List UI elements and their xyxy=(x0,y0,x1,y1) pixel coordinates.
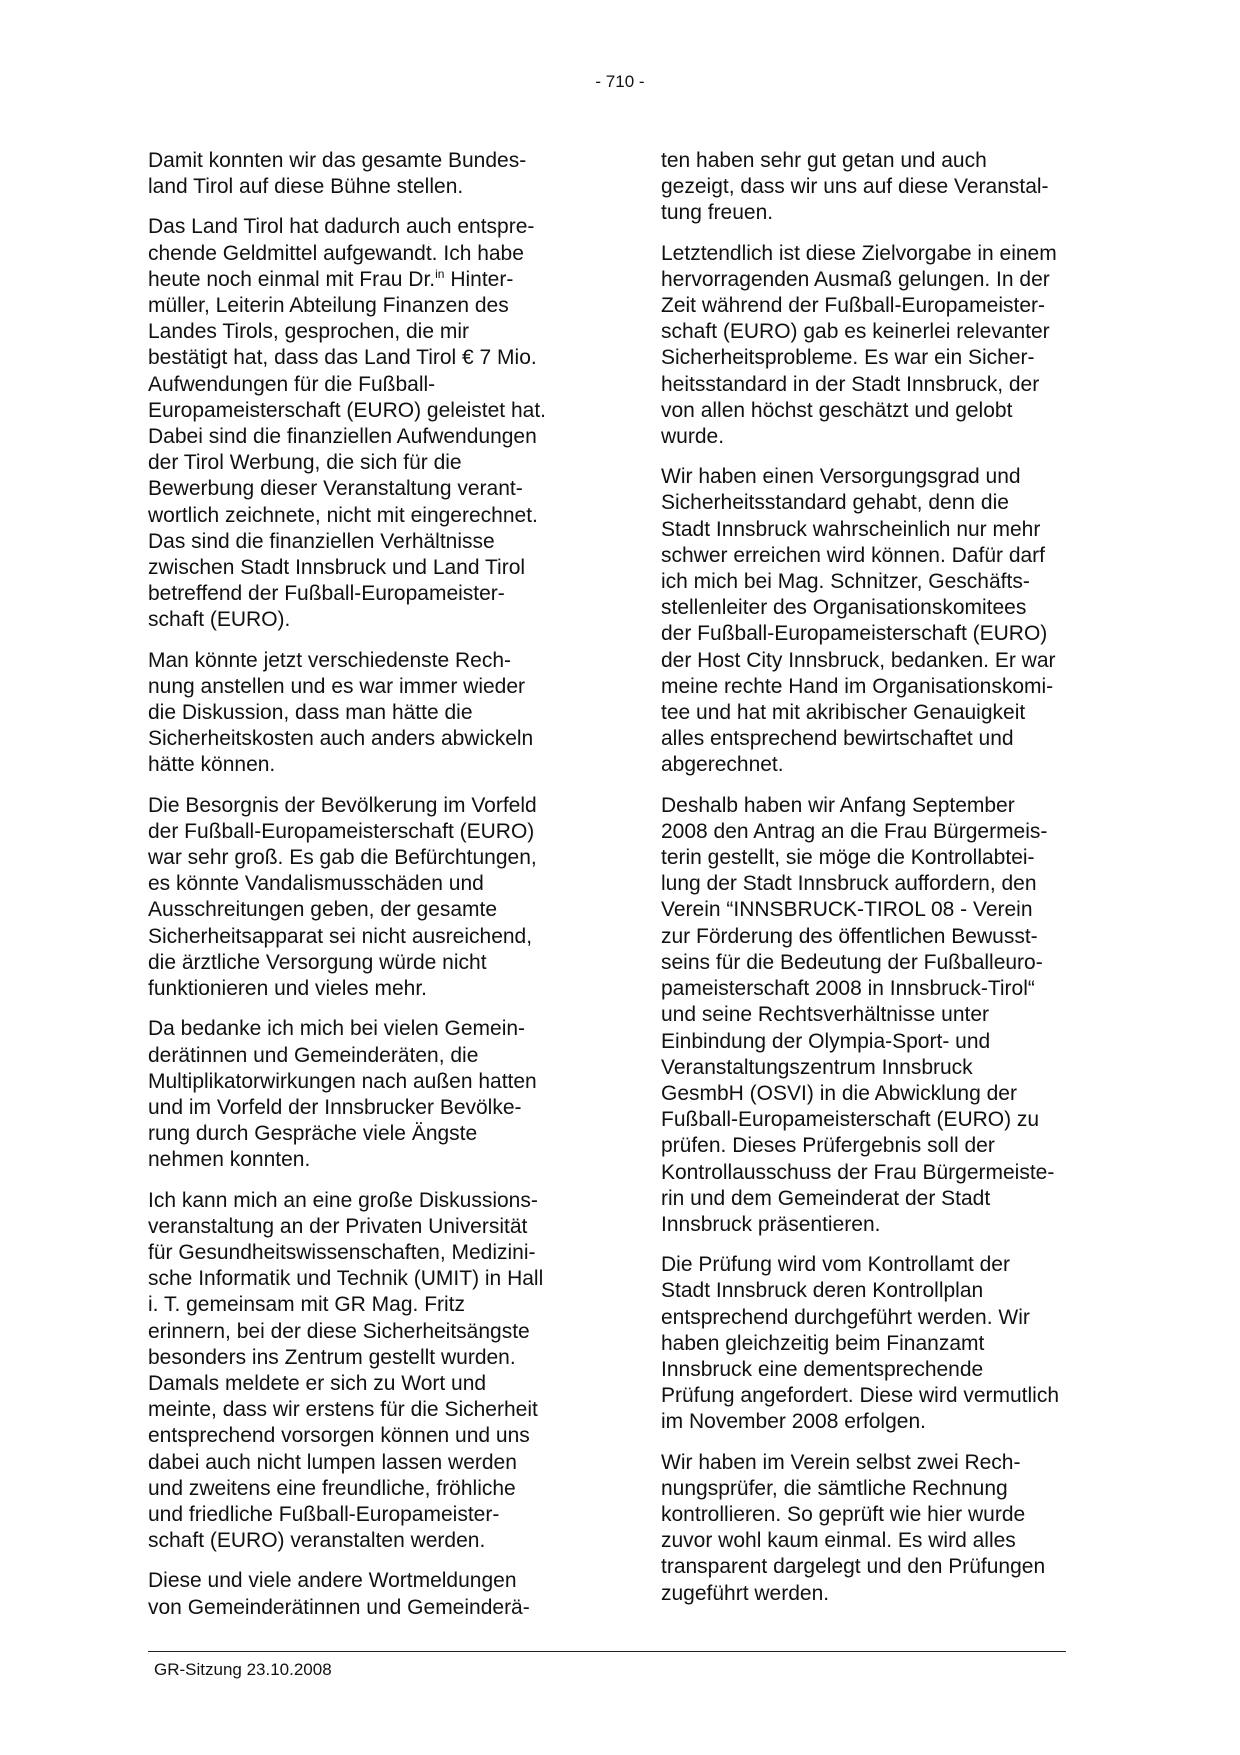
text-line: Das sind die finanziellen Verhältnisse xyxy=(148,529,495,553)
text-line: funktionieren und vieles mehr. xyxy=(148,977,427,1001)
text-line: entsprechend durchgeführt werden. Wir xyxy=(661,1305,1030,1329)
text-line: von allen höchst geschätzt und gelobt xyxy=(661,398,1013,422)
text-line: Innsbruck präsentieren. xyxy=(661,1212,881,1236)
text-line: der Fußball-Europameisterschaft (EURO) xyxy=(661,622,1048,646)
text-line: Europameisterschaft (EURO) geleistet hat. xyxy=(148,398,546,422)
text-line: chende Geldmittel aufgewandt. Ich habe xyxy=(148,241,524,265)
paragraph xyxy=(148,648,588,779)
text-line: Damals meldete er sich zu Wort und xyxy=(148,1371,487,1395)
page-number: - 710 - xyxy=(595,72,645,91)
text-line: Diese und viele andere Wortmeldungen xyxy=(148,1569,517,1593)
text-line: tung freuen. xyxy=(661,201,774,225)
text-line: ten haben sehr gut getan und auch xyxy=(661,149,987,172)
text-line: Sicherheitsstandard gehabt, denn die xyxy=(661,491,1009,515)
text-line: heitsstandard in der Stadt Innsbruck, der xyxy=(661,372,1040,396)
text-line: Sicherheitskosten auch anders abwickeln xyxy=(148,727,534,751)
text-line: haben gleichzeitig beim Finanzamt xyxy=(661,1331,985,1355)
text-line: und zweitens eine freundliche, fröhliche xyxy=(148,1476,516,1500)
left-column xyxy=(148,148,588,1635)
text-line: i. T. gemeinsam mit GR Mag. Fritz xyxy=(148,1293,466,1317)
text-line: seins für die Bedeutung der Fußballeuro- xyxy=(661,950,1043,974)
text-line: Dabei sind die finanziellen Aufwendungen xyxy=(148,425,537,449)
paragraph xyxy=(661,241,1106,451)
text-line: transparent dargelegt und den Prüfungen xyxy=(661,1555,1046,1579)
text-line: Wir haben einen Versorgungsgrad und xyxy=(661,465,1021,489)
text-line: meine rechte Hand im Organisationskomi- xyxy=(661,674,1054,698)
text-line: im November 2008 erfolgen. xyxy=(661,1410,926,1434)
text-line: Aufwendungen für die Fußball- xyxy=(148,372,436,396)
text-line: die Diskussion, dass man hätte die xyxy=(148,701,473,725)
text-line: 2008 den Antrag an die Frau Bürgermeis- xyxy=(661,819,1048,843)
text-line: Stadt Innsbruck deren Kontrollplan xyxy=(661,1279,984,1303)
text-line: Man könnte jetzt verschiedenste Rech- xyxy=(148,648,512,672)
paragraph xyxy=(661,148,1106,227)
text-line: müller, Leiterin Abteilung Finanzen des xyxy=(148,294,509,318)
text-line: Die Prüfung wird vom Kontrollamt der xyxy=(661,1253,1010,1277)
text-line: hätte können. xyxy=(148,753,276,777)
text-line: Fußball-Europameisterschaft (EURO) zu xyxy=(661,1108,1040,1132)
text-line: schaft (EURO). xyxy=(148,608,291,632)
text-line: Prüfung angefordert. Diese wird vermutlich xyxy=(661,1384,1060,1408)
text-line: Landes Tirols, gesprochen, die mir xyxy=(148,320,469,344)
text-line: für Gesundheitswissenschaften, Medizini- xyxy=(148,1240,536,1264)
text-line: Sicherheitsapparat sei nicht ausreichend, xyxy=(148,924,533,948)
paragraph xyxy=(148,793,588,1003)
text-line: ich mich bei Mag. Schnitzer, Geschäfts- xyxy=(661,570,1030,594)
text-line: Verein “INNSBRUCK-TIROL 08 - Verein xyxy=(661,898,1033,922)
text-line: zugeführt werden. xyxy=(661,1581,830,1605)
text-line: tee und hat mit akribischer Genauigkeit xyxy=(661,701,1026,725)
text-line: abgerechnet. xyxy=(661,753,784,777)
text-line: zwischen Stadt Innsbruck und Land Tirol xyxy=(148,556,526,580)
text-line: alles entsprechend bewirtschaftet und xyxy=(661,727,1014,751)
text-line: GesmbH (OSVI) in die Abwicklung der xyxy=(661,1081,1017,1105)
paragraph xyxy=(148,1188,588,1555)
text-line: besonders ins Zentrum gestellt wurden. xyxy=(148,1345,516,1369)
paragraph xyxy=(148,1568,588,1620)
paragraph xyxy=(148,148,588,200)
text-line: Die Besorgnis der Bevölkerung im Vorfeld xyxy=(148,793,537,817)
text-line: rin und dem Gemeinderat der Stadt xyxy=(661,1186,991,1210)
text-line: terin gestellt, sie möge die Kontrollabtei- xyxy=(661,846,1035,870)
paragraph xyxy=(661,793,1106,1238)
text-line: Deshalb haben wir Anfang September xyxy=(661,793,1015,817)
text-line: der Tirol Werbung, die sich für die xyxy=(148,451,462,475)
text-line: Stadt Innsbruck wahrscheinlich nur mehr xyxy=(661,517,1041,541)
paragraph xyxy=(148,1016,588,1173)
text-line: betreffend der Fußball-Europameister- xyxy=(148,582,505,606)
text-line: Da bedanke ich mich bei vielen Gemein- xyxy=(148,1017,526,1041)
text-line: sche Informatik und Technik (UMIT) in Hall xyxy=(148,1267,544,1291)
text-line: nehmen konnten. xyxy=(148,1148,311,1172)
superscript: in xyxy=(435,266,445,281)
text-line: Sicherheitsprobleme. Es war ein Sicher- xyxy=(661,346,1035,370)
text-line: dabei auch nicht lumpen lassen werden xyxy=(148,1450,517,1474)
text-line: erinnern, bei der diese Sicherheitsängste xyxy=(148,1319,530,1343)
text-line: hervorragenden Ausmaß gelungen. In der xyxy=(661,267,1050,291)
text-line: nung anstellen und es war immer wieder xyxy=(148,674,526,698)
text-line: zur Förderung des öffentlichen Bewusst- xyxy=(661,924,1038,948)
footer-divider xyxy=(148,1651,1066,1652)
text-line: Einbindung der Olympia-Sport- und xyxy=(661,1029,991,1053)
text-line: Ausschreitungen geben, der gesamte xyxy=(148,898,498,922)
text-line: zuvor wohl kaum einmal. Es wird alles xyxy=(661,1529,1016,1553)
text-line: schaft (EURO) veranstalten werden. xyxy=(148,1529,486,1553)
text-line: entsprechend vorsorgen können und uns xyxy=(148,1424,530,1448)
text-line: und im Vorfeld der Innsbrucker Bevölke- xyxy=(148,1095,522,1119)
text-line: der Host City Innsbruck, bedanken. Er war xyxy=(661,648,1056,672)
text-line: land Tirol auf diese Bühne stellen. xyxy=(148,175,464,199)
text-line: es könnte Vandalismusschäden und xyxy=(148,872,484,896)
text-line: Wir haben im Verein selbst zwei Rech- xyxy=(661,1450,1021,1474)
text-line: wurde. xyxy=(661,425,725,449)
paragraph xyxy=(661,1252,1106,1435)
text-line: rung durch Gespräche viele Ängste xyxy=(148,1122,478,1146)
text-line: und friedliche Fußball-Europameister- xyxy=(148,1502,500,1526)
text-line: Das Land Tirol hat dadurch auch entspre- xyxy=(148,215,535,239)
text-line: von Gemeinderätinnen und Gemeinderä- xyxy=(148,1595,530,1619)
text-line: heute noch einmal mit Frau Dr.$^{in}$ Hinter- xyxy=(148,266,514,291)
paragraph xyxy=(661,1450,1106,1607)
text-line: derätinnen und Gemeinderäten, die xyxy=(148,1043,479,1067)
text-line: kontrollieren. So geprüft wie hier wurde xyxy=(661,1502,1026,1526)
text-line: nungsprüfer, die sämtliche Rechnung xyxy=(661,1476,1008,1500)
text-line: schwer erreichen wird können. Dafür darf xyxy=(661,543,1046,567)
footer-session-date: GR-Sitzung 23.10.2008 xyxy=(154,1660,332,1679)
text-line: Letztendlich ist diese Zielvorgabe in einem xyxy=(661,241,1057,265)
text-line: und seine Rechtsverhältnisse unter xyxy=(661,1003,990,1027)
text-line: Multiplikatorwirkungen nach außen hatten xyxy=(148,1069,537,1093)
paragraph xyxy=(148,214,588,633)
text-line: pameisterschaft 2008 in Innsbruck-Tirol“ xyxy=(661,977,1035,1001)
text-line: Zeit während der Fußball-Europameister- xyxy=(661,294,1045,318)
text-line: Kontrollausschuss der Frau Bürgermeiste- xyxy=(661,1160,1055,1184)
text-line: die ärztliche Versorgung würde nicht xyxy=(148,950,487,974)
text-line: Veranstaltungszentrum Innsbruck xyxy=(661,1055,973,1079)
right-column xyxy=(661,148,1106,1621)
text-line: meinte, dass wir erstens für die Sicherheit xyxy=(148,1398,538,1422)
paragraph xyxy=(661,464,1106,778)
text-line: lung der Stadt Innsbruck auffordern, den xyxy=(661,872,1037,896)
text-line: Innsbruck eine dementsprechende xyxy=(661,1357,984,1381)
text-line: Ich kann mich an eine große Diskussions- xyxy=(148,1188,538,1212)
text-line: wortlich zeichnete, nicht mit eingerechnet. xyxy=(148,503,538,527)
text-line: war sehr groß. Es gab die Befürchtungen, xyxy=(148,846,537,870)
text-line: gezeigt, dass wir uns auf diese Veranstal- xyxy=(661,175,1049,199)
text-line: Damit konnten wir das gesamte Bundes- xyxy=(148,149,527,172)
text-line: stellenleiter des Organisationskomitees xyxy=(661,596,1027,620)
text-line: Bewerbung dieser Veranstaltung verant- xyxy=(148,477,523,501)
text-line: bestätigt hat, dass das Land Tirol € 7 Mio. xyxy=(148,346,537,370)
text-line: schaft (EURO) gab es keinerlei relevanter xyxy=(661,320,1050,344)
text-line: prüfen. Dieses Prüfergebnis soll der xyxy=(661,1134,995,1158)
text-line: der Fußball-Europameisterschaft (EURO) xyxy=(148,819,535,843)
text-line: veranstaltung an der Privaten Universität xyxy=(148,1214,528,1238)
